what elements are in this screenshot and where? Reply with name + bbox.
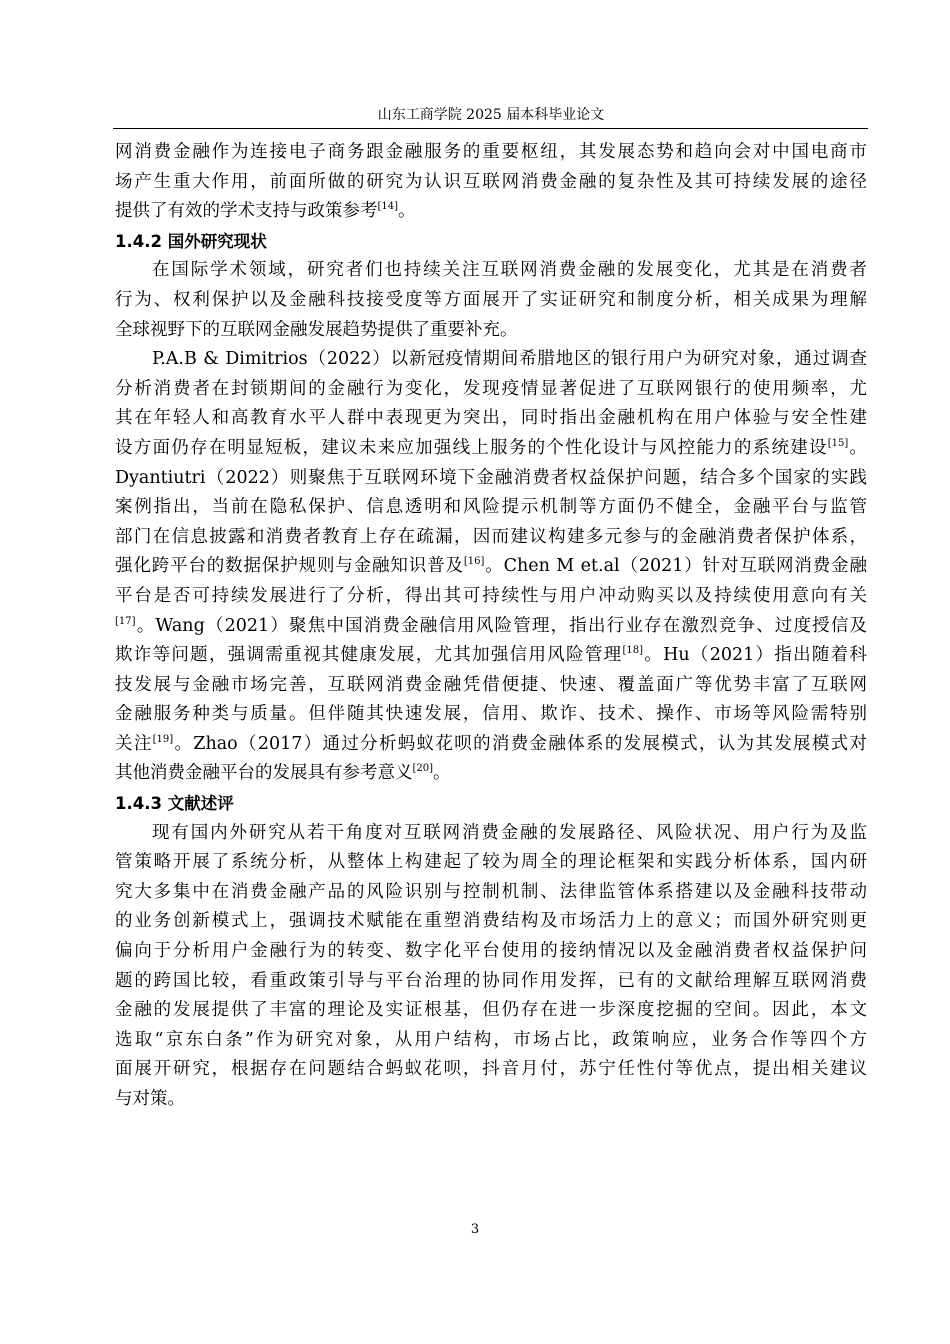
text-line: 网消费金融作为连接电子商务跟金融服务的重要枢纽，其发展态势和趋向会对中国电商市	[115, 142, 867, 162]
text-line: 技发展与金融市场完善，互联网消费金融凭借便捷、快速、覆盖面广等优势丰富了互联网	[115, 674, 867, 695]
citation: [19]	[152, 734, 174, 746]
text-line: 题的跨国比较，看重政策引导与平台治理的协同作用发挥，已有的文献给理解互联网消费	[115, 970, 867, 991]
citation: [18]	[622, 645, 643, 657]
citation: [17]	[115, 615, 136, 627]
text-line: [17]。Wang（2021）聚焦中国消费金融信用风险管理，指出行业存在激烈竞争、过度授信及	[115, 615, 867, 636]
text-line: 偏向于分析用户金融行为的转变、数字化平台使用的接纳情况以及金融消费者权益保护问	[115, 941, 867, 962]
running-header: 山东工商学院 2025 届本科毕业论文	[377, 107, 605, 123]
header-rule	[113, 128, 868, 129]
text-line: 案例指出，当前在隐私保护、信息透明和风险提示机制等方面仍不健全，金融平台与监管	[115, 497, 867, 518]
citation: [15]	[827, 438, 849, 450]
text-line: 金融的发展提供了丰富的理论及实证根基，但仍存在进一步深度挖掘的空间。因此，本文	[115, 1000, 867, 1021]
text-line: P.A.B & Dimitrios（2022）以新冠疫情期间希腊地区的银行用户为研究对象，通过调查	[152, 349, 867, 370]
citation: [16]	[463, 556, 485, 568]
text-line: 选取“京东白条”作为研究对象，从用户结构，市场占比，政策响应，业务合作等四个方	[115, 1029, 867, 1050]
text-line: Dyantiutri（2022）则聚焦于互联网环境下金融消费者权益保护问题，结合多个国家的实践	[115, 467, 867, 488]
text-line: 场产生重大作用，前面所做的研究为认识互联网消费金融的复杂性及其可持续发展的途径	[115, 171, 867, 192]
text-line: 设方面仍存在明显短板，建议未来应加强线上服务的个性化设计与风控能力的系统建设[15]。	[115, 437, 868, 458]
citation: [20]	[412, 763, 434, 775]
body-text	[115, 138, 867, 1115]
text-line: 行为、权利保护以及金融科技接受度等方面展开了实证研究和制度分析，相关成果为理解	[115, 289, 867, 310]
text-line: 管策略开展了系统分析，从整体上构建起了较为周全的理论框架和实践分析体系，国内研	[115, 852, 867, 873]
text-line: 与对策。	[115, 1089, 185, 1109]
text-line: 的业务创新模式上，强调技术赋能在重塑消费结构及市场活力上的意义；而国外研究则更	[115, 911, 867, 932]
text-line: 面展开研究，根据存在问题结合蚂蚁花呗，抖音月付，苏宁任性付等优点，提出相关建议	[115, 1059, 867, 1080]
citation: [14]	[377, 201, 399, 213]
text-line: 究大多集中在消费金融产品的风险识别与控制机制、法律监管体系搭建以及金融科技带动	[115, 881, 867, 902]
text-line: 提供了有效的学术支持与政策参考[14]。	[115, 201, 416, 222]
text-line: 欺诈等问题，强调需重视其健康发展，尤其加强信用风险管理[18]。Hu（2021）指出随着科	[115, 645, 867, 666]
text-line: 全球视野下的互联网金融发展趋势提供了重要补充。	[115, 319, 518, 340]
text-line: 平台是否可持续发展进行了分析，得出其可持续性与用户冲动购买以及持续使用意向有关	[115, 585, 867, 606]
section-heading: 1.4.2 国外研究现状	[115, 231, 267, 251]
page-number: 3	[470, 1222, 480, 1237]
text-line: 其他消费金融平台的发展具有参考意义[20]。	[115, 763, 451, 784]
text-line: 在国际学术领域，研究者们也持续关注互联网消费金融的发展变化，尤其是在消费者	[152, 260, 867, 281]
text-line: 强化跨平台的数据保护规则与金融知识普及[16]。Chen M et.al（2021）针对互联网消费金融	[115, 556, 867, 577]
text-line: 部门在信息披露和消费者教育上存在疏漏，因而建议构建多元参与的金融消费者保护体系，	[115, 526, 867, 547]
text-line: 其在年轻人和高教育水平人群中表现更为突出，同时指出金融机构在用户体验与安全性建	[115, 408, 867, 429]
text-line: 金融服务种类与质量。但伴随其快速发展，信用、欺诈、技术、操作、市场等风险需特别	[115, 704, 867, 725]
text-line: 现有国内外研究从若干角度对互联网消费金融的发展路径、风险状况、用户行为及监	[152, 822, 867, 843]
text-line: 分析消费者在封锁期间的金融行为变化，发现疫情显著促进了互联网银行的使用频率，尤	[115, 378, 867, 399]
text-line: 关注[19]。Zhao（2017）通过分析蚂蚁花呗的消费金融体系的发展模式，认为其发展模式对	[115, 733, 867, 754]
section-heading: 1.4.3 文献述评	[115, 794, 234, 814]
